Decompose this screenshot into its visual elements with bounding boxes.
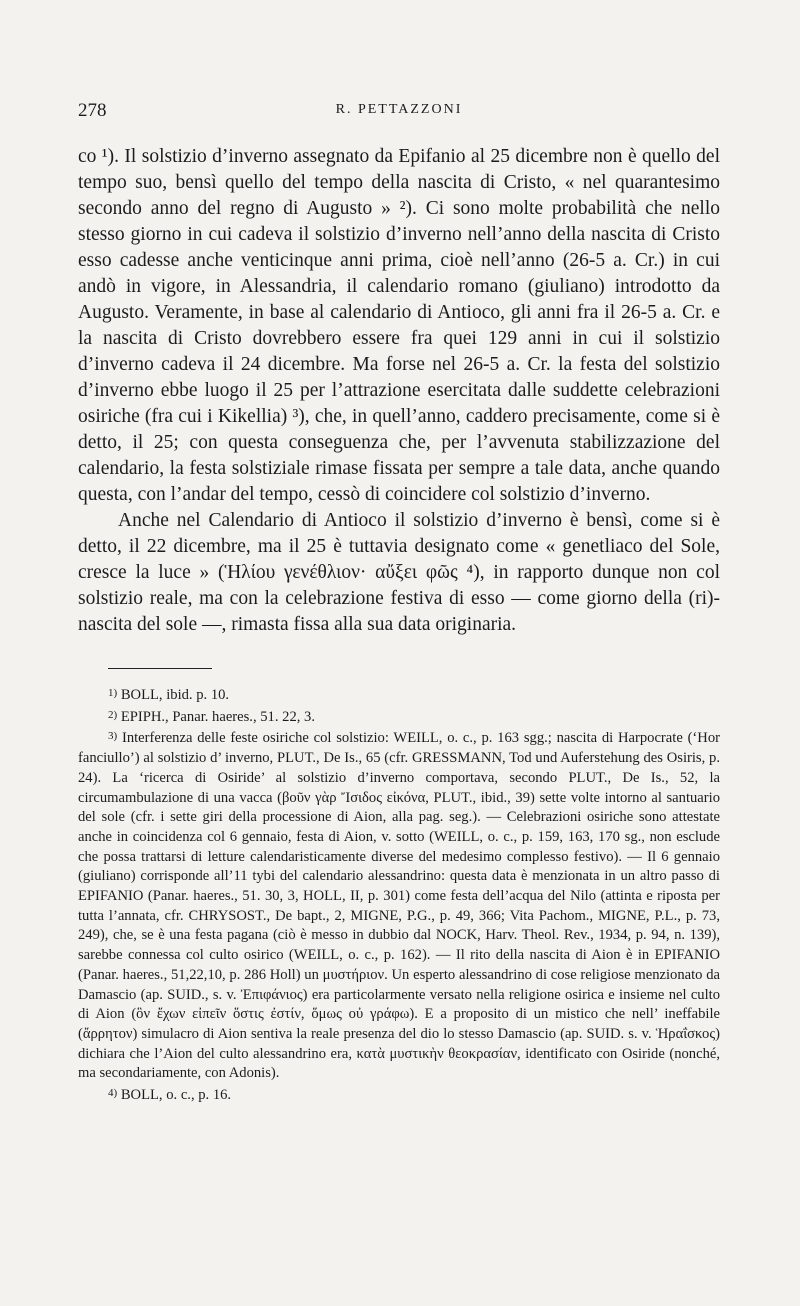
footnote-1 — [78, 684, 720, 706]
footnote-text: EPIPH., Panar. haeres., 51. 22, 3. — [120, 708, 315, 725]
footnote-number: 2) — [108, 708, 118, 721]
footnote-text: BOLL, o. c., p. 16. — [120, 1087, 232, 1104]
footnote-text: Interferenza delle feste osiriche col solstizio: WEILL, o. c., p. 163 sgg.; nascita di Harpocrate (‘Hor fanciullo’) al solstizio d’ inverno, PLUT., De Is., 65 (cfr. GRESSMANN, Tod und Auferstehung des Osiris, p. 24). La ‘ricerca di Osiride’ al solstizio d’inverno comportava, secondo PLUT., De Is., 52, la circumambulazione di una vacca (βοῦν γὰρ Ἴσιδος εἰκόνα, PLUT., ibid., 39) sette volte intorno al santuario del sole (cfr. i sette giri della processione di Aion, alla pag. seg.). — Celebrazioni osiriche sono attestate anche in coincidenza col 6 gennaio, festa di Aion, v. sotto (WEILL, o. c., p. 159, 163, 170 sg., non esclude che possa trattarsi di letture calendaristicamente diverse del medesimo complesso festivo). — Il 6 gennaio (giuliano) corrisponde all’11 tybi del calendario alessandrino: questa data è menzionata in un altro passo di EPIFANIO (Panar. haeres., 51. 30, 3, HOLL, II, p. 301) come festa dell’acqua del Nilo (attinta e riposta per tutta l’annata, cfr. CHRYSOST., De bapt., 2, MIGNE, P.G., p. 49, 366; Vita Pachom., MIGNE, P.L., p. 73, 249), che, se è una festa pagana (ciò è messo in dubbio dal NOCK, Harv. Theol. Rev., 1934, p. 94, n. 139), sarebbe connessa col culto osirico (WEILL, o. c., p. 162). — Il rito della nascita di Aion è in EPIFANIO (Panar. haeres., 51,22,10, p. 286 Holl) un μυστήριον. Un esperto alessandrino di cose religiose menzionato da Damascio (ap. SUID., s. v. Ἐπιφάνιος) era particolarmente versato nella religione osirica e insieme nel culto di Aion (ὃν ἔχων εἰπεῖν ὅστις ἐστίν, ὅμως οὐ γράφω). E a proposito di un mistico che nell’ ineffabile (ἄρρητον) simulacro di Aion sentiva la reale presenza del dio lo stesso Damascio (ap. SUID. s. v. Ἡραΐσκος) dichiara che l’Aion del culto alessandrino era, κατὰ μυστικὴν θεοκρασίαν, identificato con Osiride (nonché, ma secondariamente, con Adonis). — [78, 730, 720, 1082]
footnote-3 — [78, 727, 720, 1084]
footnote-number: 3) — [108, 730, 118, 743]
page-header — [78, 100, 720, 124]
paragraph-2: Anche nel Calendario di Antioco il solstizio d’inverno è bensì, come si è detto, il 22 dicembre, ma il 25 è tuttavia designato come « genetliaco del Sole, cresce la luce » (Ἡλίου γενέθλιον· αὔξει φῶς ⁴), in rapporto dunque non col solstizio reale, ma con la celebrazione festiva di esso — come giorno della (ri)-nascita del sole —, rimasta fissa alla sua data originaria. — [78, 510, 720, 635]
footnote-rule — [108, 668, 212, 669]
main-text — [78, 144, 720, 638]
running-head: R. PETTAZZONI — [335, 102, 463, 117]
footnote-4 — [78, 1084, 720, 1106]
footnote-2 — [78, 706, 720, 728]
footnotes — [78, 684, 720, 1106]
paragraph-1: co ¹). Il solstizio d’inverno assegnato da Epifanio al 25 dicembre non è quello del tempo suo, bensì quello del tempo della nascita di Cristo, « nel quarantesimo secondo anno del regno di Augusto » ²). Ci sono molte probabilità che nello stesso giorno in cui cadeva il solstizio d’inverno nell’anno della nascita di Cristo esso cadesse anche venticinque anni prima, cioè nell’anno (26-5 a. Cr.) in cui andò in vigore, in Alessandria, il calendario romano (giuliano) introdotto da Augusto. Veramente, in base al calendario di Antioco, gli anni fra il 26-5 a. Cr. e la nascita di Cristo dovrebbero essere fra quei 129 anni in cui il solstizio d’inverno cadeva il 24 dicembre. Ma forse nel 26-5 a. Cr. la festa del solstizio d’inverno ebbe luogo il 25 per l’attrazione esercitata dalle suddette celebrazioni osiriche (fra cui i Kikellia) ³), che, in quell’anno, caddero precisamente, come si è detto, il 25; con questa conseguenza che, per l’avvenuta stabilizzazione del calendario, la festa solstiziale rimase fissata per sempre a tale data, anche quando questa, con l’andar del tempo, cessò di coincidere col solstizio d’inverno. — [78, 146, 720, 505]
footnote-number: 1) — [108, 687, 118, 699]
footnote-text: BOLL, ibid. p. 10. — [120, 687, 230, 703]
page-number: 278 — [78, 100, 107, 121]
footnote-number: 4) — [108, 1087, 118, 1100]
